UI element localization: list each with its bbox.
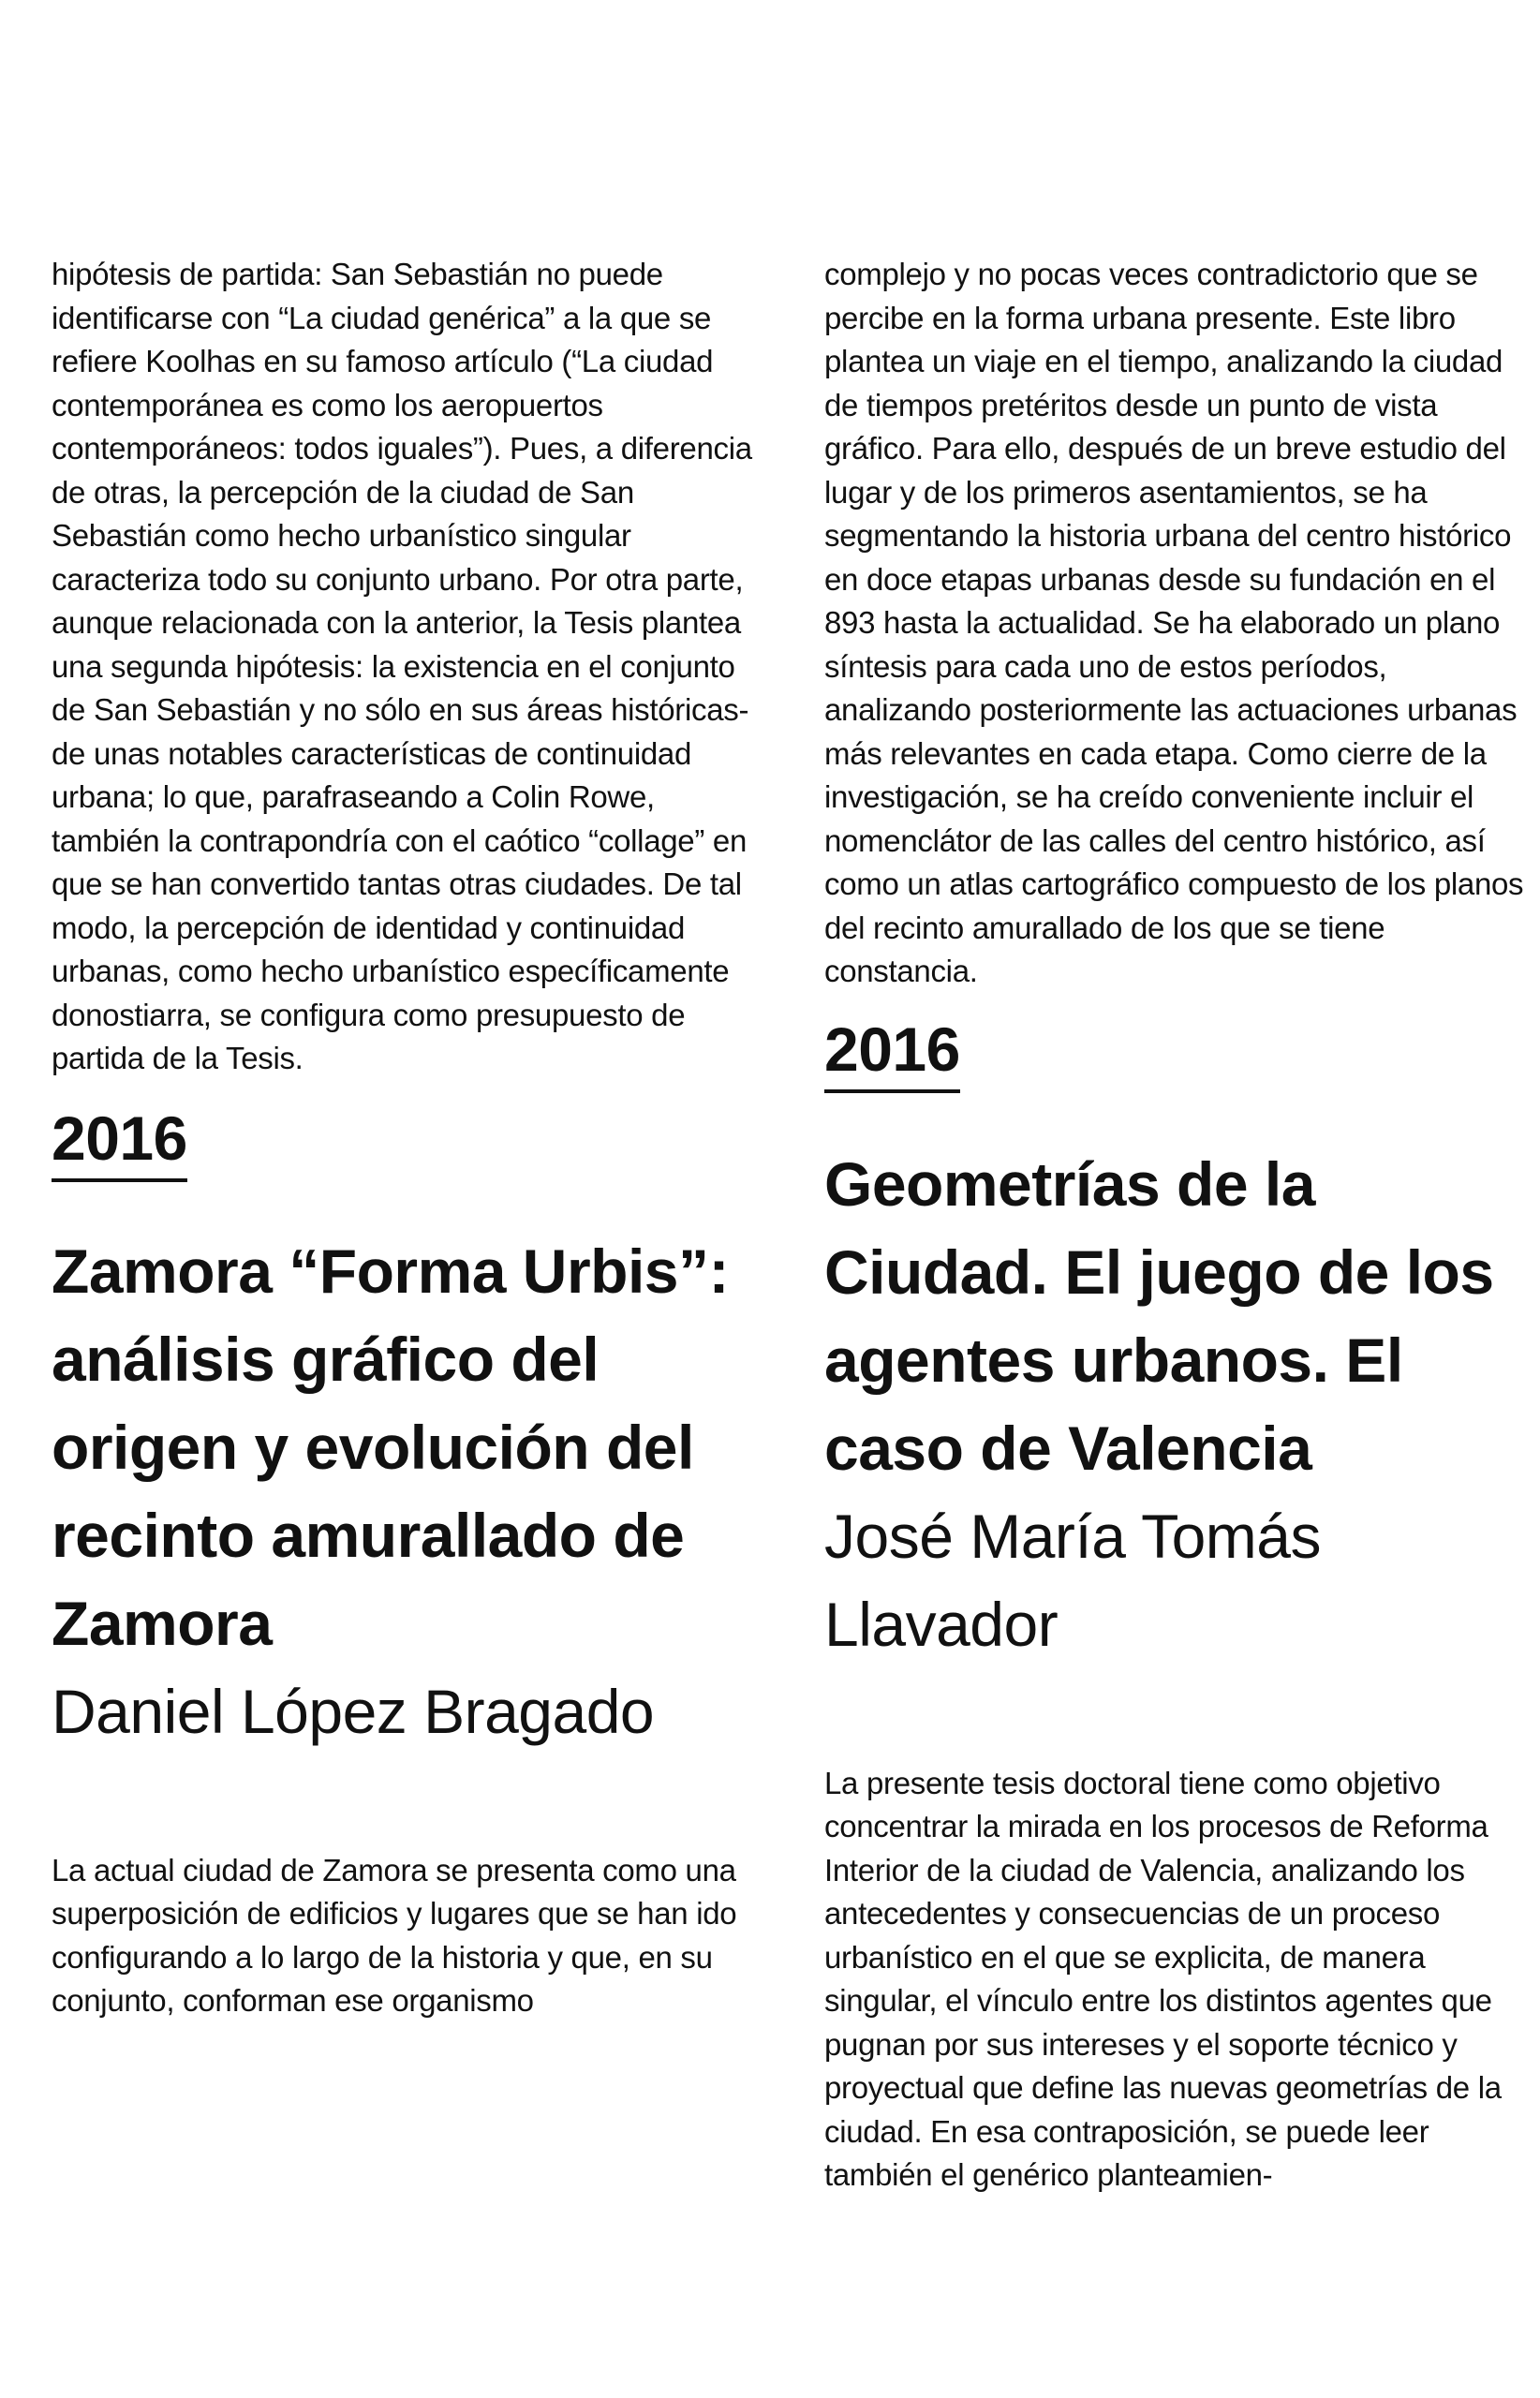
left-year-heading: 2016 — [52, 1107, 187, 1182]
left-year-block — [52, 1103, 763, 1182]
left-intro-paragraph: hipótesis de partida: San Sebastián no puede identificarse con “La ciudad genérica” a la que se refiere Koolhas en su famoso artículo (“La ciudad contemporánea es como los aeropuertos contemporáneos: todos iguales”). Pues, a diferencia de otras, la percepción de la ciudad de San Sebastián como hecho urbanístico singular caracteriza todo su conjunto urbano. Por otra parte, aunque relacionada con la anterior, la Tesis plantea una segunda hipótesis: la existencia en el conjunto de San Sebastián y no sólo en sus áreas históricas- de unas notables características de continuidad urbana; lo que, parafraseando a Colin Rowe, también la contrapondría con el caótico “collage” en que se han convertido tantas otras ciudades. De tal modo, la percepción de identidad y continuidad urbanas, como hecho urbanístico específicamente donostiarra, se configura como presupuesto de partida de la Tesis. — [52, 257, 752, 1075]
left-thesis-title: Zamora “Forma Urbis”: análisis gráfico del origen y evolución del recinto amurallado de Zamora — [52, 1236, 729, 1658]
right-intro-paragraph: complejo y no pocas veces contradictorio que se percibe en la forma urbana presente. Este libro plantea un viaje en el tiempo, analizando la ciudad de tiempos pretéritos desde un punto de vista gráfico. Para ello, después de un breve estudio del lugar y de los primeros asentamientos, se ha segmentando la historia urbana del centro histórico en doce etapas urbanas desde su fundación en el 893 hasta la actualidad. Se ha elaborado un plano síntesis para cada uno de estos períodos, analizando posteriormente las actuaciones urbanas más relevantes en cada etapa. Como cierre de la investigación, se ha creído conveniente incluir el nomenclátor de las calles del centro histórico, así como un atlas cartográfico compuesto de los planos del recinto amurallado de los que se tiene constancia. — [824, 257, 1524, 988]
left-abstract-paragraph: La actual ciudad de Zamora se presenta como una superposición de edificios y lugares que se han ido configurando a lo largo de la historia y que, en su conjunto, conforman ese organismo — [52, 1852, 737, 2018]
left-thesis-author: Daniel López Bragado — [52, 1676, 655, 1746]
right-abstract-paragraph: La presente tesis doctoral tiene como objetivo concentrar la mirada en los procesos de Reforma Interior de la ciudad de Valencia, analizando los antecedentes y consecuencias de un proceso urbanístico en el que se explicita, de manera singular, el vínculo entre los distintos agentes que pugnan por sus intereses y el soporte técnico y proyectual que define las nuevas geometrías de la ciudad. En esa contraposición, se puede leer también el genérico planteamien- — [824, 1765, 1502, 2192]
left-column — [52, 253, 763, 2023]
right-column — [824, 253, 1536, 2198]
right-year-heading: 2016 — [824, 1018, 960, 1093]
right-thesis-title: Geometrías de la Ciudad. El juego de los agentes urbanos. El caso de Valencia — [824, 1148, 1494, 1483]
right-year-block — [824, 1014, 1536, 1093]
right-thesis-author: José María Tomás Llavador — [824, 1501, 1321, 1659]
